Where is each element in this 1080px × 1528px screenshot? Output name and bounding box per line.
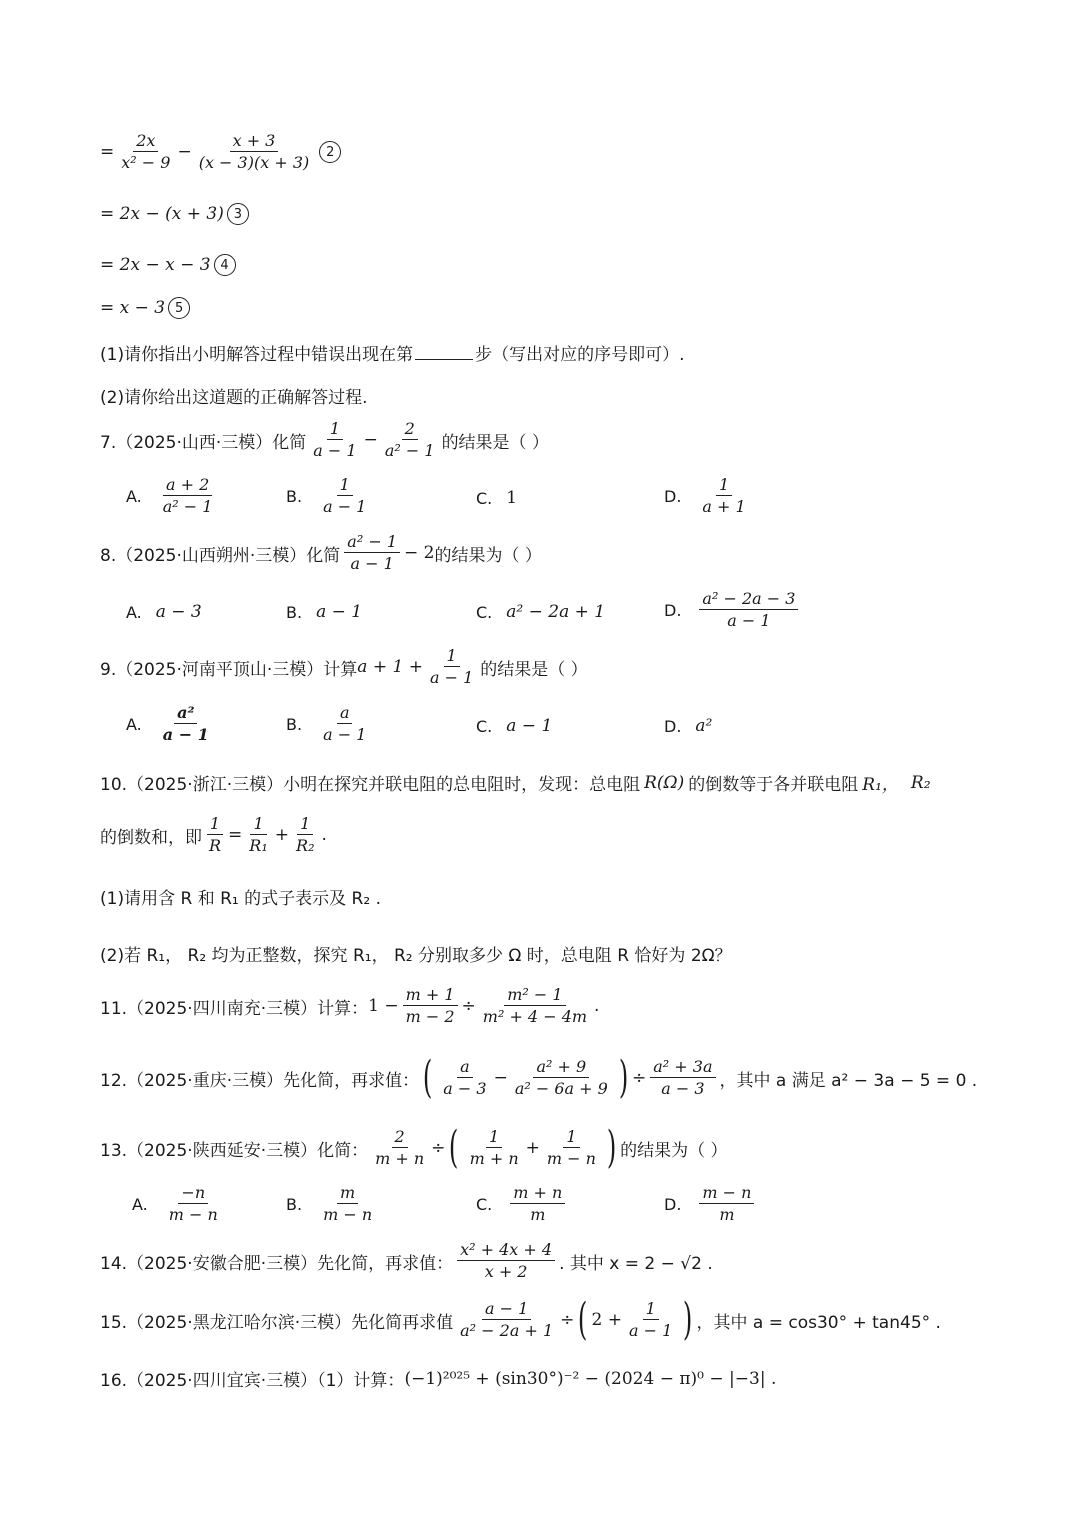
step-4: = 2x − x − 3 4 (100, 254, 236, 276)
question-15: 15.（2025·黑龙江哈尔滨·三模）先化简再求值 $\frac{a - 1}{\text{a² − 2a + 1}}$ ÷ ( 2 + $\frac{1}{a - 1}$ ) ，其中 a = cos30° + tan45° . (100, 1294, 941, 1345)
question-14: 14.（2025·安徽合肥·三模）先化简，再求值： $\frac{\text{x² + 4x + 4}}{x + 2}$ . 其中 x = 2 − √2 . (100, 1240, 713, 1282)
q8-option-c[interactable]: C. a² − 2a + 1 (476, 602, 606, 622)
step-number-circle: 3 (227, 203, 249, 225)
question-13: 13.（2025·陕西延安·三模）化简： $\frac{2}{m + n}$ ÷ ( $\frac{1}{m + n}$ + $\frac{1}{m - n}$ ) 的结果为（ ） (100, 1122, 728, 1173)
q6-part2: (2)请你给出这道题的正确解答过程. (100, 388, 368, 408)
q9-option-b[interactable]: B. $\frac{a}{a - 1}$ (286, 703, 367, 745)
q13-option-a[interactable]: A. $\frac{-n}{m - n}$ (132, 1183, 218, 1225)
question-10-part1: (1)请用含 R 和 R₁ 的式子表示及 R₂ . (100, 889, 381, 909)
step-number-circle: 4 (214, 254, 236, 276)
fraction: $\frac{a}{a - 3}$ (443, 1056, 487, 1098)
q8-option-d[interactable]: D. $\frac{\text{a² − 2a − 3}}{a - 1}$ (664, 590, 802, 631)
fraction: $\frac{\text{x² + 4x + 4}}{x + 2}$ (457, 1241, 555, 1282)
step-3: = 2x − (x + 3) 3 (100, 203, 249, 225)
question-10-line2: 的倒数和，即 $\frac{1}{R}$ = $\frac{1}{\text{R₁}}$ + $\frac{1}{\text{R₂}}$ . (100, 814, 327, 856)
q8-option-a[interactable]: A. a − 3 (126, 602, 202, 622)
fraction: $\frac{1}{m + n}$ (469, 1126, 519, 1168)
fraction: $\frac{1}{\text{R₁}}$ (249, 814, 268, 856)
fraction: $\frac{1}{\text{R₂}}$ (296, 814, 315, 856)
q7-option-c[interactable]: C. 1 (476, 488, 518, 508)
q13-option-d[interactable]: D. $\frac{m - n}{m}$ (664, 1184, 758, 1225)
q7-option-d[interactable]: D. $\frac{1}{a + 1}$ (664, 475, 746, 517)
fraction: $\frac{1}{m - n}$ (546, 1126, 596, 1168)
fraction: $\frac{x + 3}{(x - 3)(x + 3)}$ (198, 131, 310, 173)
q13-option-b[interactable]: B. $\frac{m}{m - n}$ (286, 1183, 373, 1225)
q9-option-c[interactable]: C. a − 1 (476, 716, 553, 736)
fraction: $\frac{2}{m + n}$ (375, 1126, 425, 1168)
q7-option-b[interactable]: B. $\frac{1}{a - 1}$ (286, 475, 367, 517)
question-9: 9.（2025·河南平顶山·三模）计算 a + 1 + $\frac{1}{a - 1}$ 的结果是（ ） (100, 646, 588, 688)
fraction: $\frac{a - 1}{\text{a² − 2a + 1}}$ (460, 1298, 554, 1340)
question-10-part2: (2)若 R₁， R₂ 均为正整数，探究 R₁， R₂ 分别取多少 Ω 时，总电阻 R 恰好为 2Ω？ (100, 946, 732, 966)
question-16: 16.（2025·四川宜宾·三模）（1）计算： (−1)²⁰²⁵ + (sin30°)⁻² − (2024 − π)⁰ − |−3| . (100, 1368, 777, 1391)
q9-option-a[interactable]: A. $\frac{\text{a²}}{a - 1}$ (126, 703, 209, 745)
q9-option-d[interactable]: D. a² (664, 716, 713, 736)
fraction: $\frac{\text{a² + 3a}}{a - 3}$ (650, 1058, 715, 1099)
step-5: = x − 3 5 (100, 297, 190, 319)
fraction: $\frac{\text{m² − 1}}{\text{m² + 4 − 4m}}$ (482, 985, 588, 1027)
fraction: $\frac{1}{R}$ (206, 815, 224, 856)
step-number-circle: 5 (168, 297, 190, 319)
step-2: = $\frac{2x}{\text{x² − 9}}$ − $\frac{x + 3}{(x - 3)(x + 3)}$ 2 (100, 132, 341, 173)
fraction: $\frac{\text{a² − 1}}{a - 1}$ (344, 533, 400, 574)
question-7: 7.（2025·山西·三模）化简 $\frac{1}{a - 1}$ − $\frac{2}{\text{a² − 1}}$ 的结果是（ ） (100, 419, 549, 461)
q13-option-c[interactable]: C. $\frac{m + n}{m}$ (476, 1184, 569, 1225)
question-10-line1: 10.（2025·浙江·三模）小明在探究并联电阻的总电阻时，发现：总电阻 R(Ω) 的倒数等于各并联电阻 R₁， R₂ (100, 772, 931, 795)
fraction: $\frac{\text{a² + 9}}{\text{a² − 6a + 9}}$ (514, 1056, 608, 1098)
q7-option-a[interactable]: A. $\frac{a + 2}{\text{a² − 1}}$ (126, 475, 213, 517)
fraction: $\frac{2}{\text{a² − 1}}$ (384, 419, 435, 461)
fraction: $\frac{1}{a - 1}$ (629, 1298, 673, 1340)
q8-option-b[interactable]: B. a − 1 (286, 602, 363, 622)
fraction: $\frac{m + 1}{m - 2}$ (403, 986, 458, 1027)
fraction: $\frac{1}{a - 1}$ (313, 419, 357, 461)
q6-part1: (1)请你指出小明解答过程中错误出现在第 步（写出对应的序号即可）. (100, 345, 685, 365)
answer-blank[interactable] (415, 345, 473, 360)
question-12: 12.（2025·重庆·三模）先化简，再求值： ( $\frac{a}{a - 3}$ − $\frac{\text{a² + 9}}{\text{a² − 6a + 9}}$ ) ÷ $\frac{\text{a² + 3a}}{a - 3}$ ，其中 a 满足 a² − 3a − 5 = 0 . (100, 1052, 978, 1103)
step-number-circle: 2 (319, 141, 341, 163)
fraction: $\frac{1}{a - 1}$ (429, 646, 474, 688)
question-8: 8.（2025·山西朔州·三模）化简 $\frac{\text{a² − 1}}{a - 1}$ − 2 的结果为（ ） (100, 532, 542, 574)
question-11: 11.（2025·四川南充·三模）计算： 1 − $\frac{m + 1}{m - 2}$ ÷ $\frac{\text{m² − 1}}{\text{m² + 4 − 4m}}$ . (100, 985, 600, 1027)
fraction: $\frac{2x}{\text{x² − 9}}$ (121, 131, 171, 173)
